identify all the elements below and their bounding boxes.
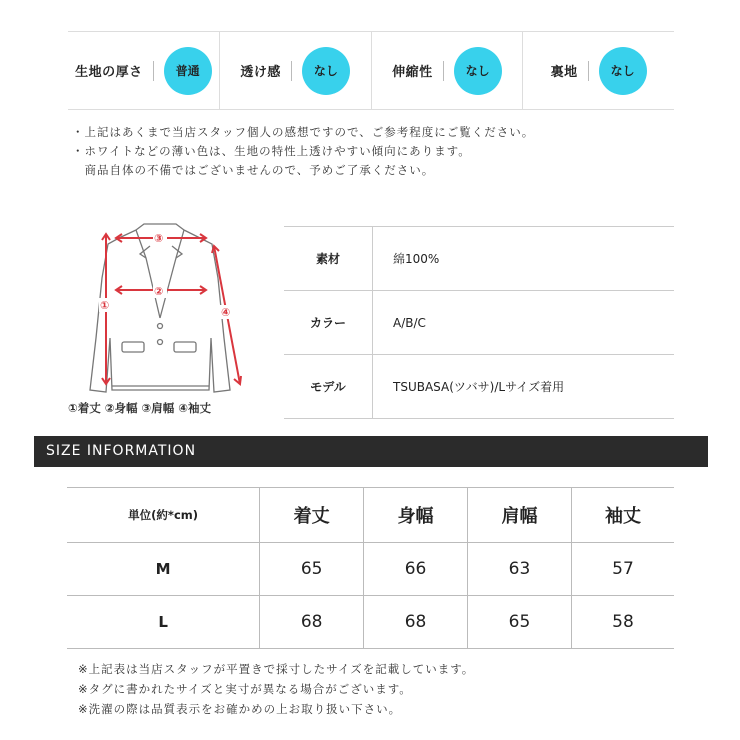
spec-key: モデル [284, 355, 373, 419]
size-notes [78, 659, 474, 719]
unit-header: 単位(約*cm) [67, 488, 260, 543]
attribute-thickness [68, 32, 219, 109]
spec-row [284, 227, 674, 291]
note-line: ※上記表は当店スタッフが平置きで採寸したサイズを記載しています。 [78, 662, 475, 676]
marker-shoulder-width: ③ [154, 232, 164, 245]
note-line: ※洗濯の際は品質表示をお確かめの上お取り扱い下さい。 [78, 702, 402, 716]
spec-row [284, 355, 674, 419]
attribute-value-badge: 普通 [164, 47, 212, 95]
table-cell: 68 [260, 596, 364, 649]
attribute-label: 生地の厚さ [75, 65, 143, 80]
note-line: 商品自体の不備ではございませんので、予めご了承ください。 [72, 163, 435, 177]
spec-key: カラー [284, 291, 373, 355]
table-cell: 58 [571, 596, 674, 649]
attribute-divider [443, 61, 444, 81]
table-cell: 68 [364, 596, 468, 649]
column-header: 身幅 [364, 488, 468, 543]
attribute-value-badge: なし [599, 47, 647, 95]
attribute-lining [522, 32, 674, 109]
size-label: M [67, 543, 260, 596]
size-table-header-row [67, 488, 674, 543]
column-header: 袖丈 [571, 488, 674, 543]
note-line: ※タグに書かれたサイズと実寸が異なる場合がございます。 [78, 682, 412, 696]
measurement-markers [99, 231, 234, 319]
spec-key: 素材 [284, 227, 373, 291]
table-cell: 57 [571, 543, 674, 596]
spec-value: 綿100% [373, 227, 675, 291]
attribute-divider [291, 61, 292, 81]
spec-value: TSUBASA(ツバサ)/Lサイズ着用 [373, 355, 675, 419]
attribute-sheerness [219, 32, 371, 109]
attribute-value-badge: なし [302, 47, 350, 95]
attribute-notes [72, 123, 534, 180]
jacket-measurement-diagram [64, 218, 264, 418]
marker-body-width: ② [154, 285, 164, 298]
column-header: 肩幅 [468, 488, 572, 543]
attribute-divider [153, 61, 154, 81]
spec-row [284, 291, 674, 355]
marker-sleeve-length: ④ [221, 306, 231, 319]
attribute-stretch [371, 32, 523, 109]
note-line: ・上記はあくまで当店スタッフ個人の感想ですので、ご参考程度にご覧ください。 [72, 125, 535, 139]
size-information-header: SIZE INFORMATION [34, 436, 708, 467]
table-cell: 63 [468, 543, 572, 596]
table-cell: 65 [468, 596, 572, 649]
attribute-label: 裏地 [550, 65, 578, 80]
diagram-legend: ①着丈 ②身幅 ③肩幅 ④袖丈 [68, 401, 211, 415]
product-spec-table [284, 226, 674, 419]
marker-length: ① [100, 299, 110, 312]
note-line: ・ホワイトなどの薄い色は、生地の特性上透けやすい傾向にあります。 [72, 144, 471, 158]
size-table [67, 487, 674, 649]
attribute-divider [588, 61, 589, 81]
size-label: L [67, 596, 260, 649]
attribute-label: 伸縮性 [392, 65, 433, 80]
table-row [67, 543, 674, 596]
fabric-attributes-bar [68, 31, 674, 110]
column-header: 着丈 [260, 488, 364, 543]
table-cell: 65 [260, 543, 364, 596]
table-row [67, 596, 674, 649]
attribute-label: 透け感 [240, 65, 281, 80]
spec-value: A/B/C [373, 291, 675, 355]
table-cell: 66 [364, 543, 468, 596]
attribute-value-badge: なし [454, 47, 502, 95]
